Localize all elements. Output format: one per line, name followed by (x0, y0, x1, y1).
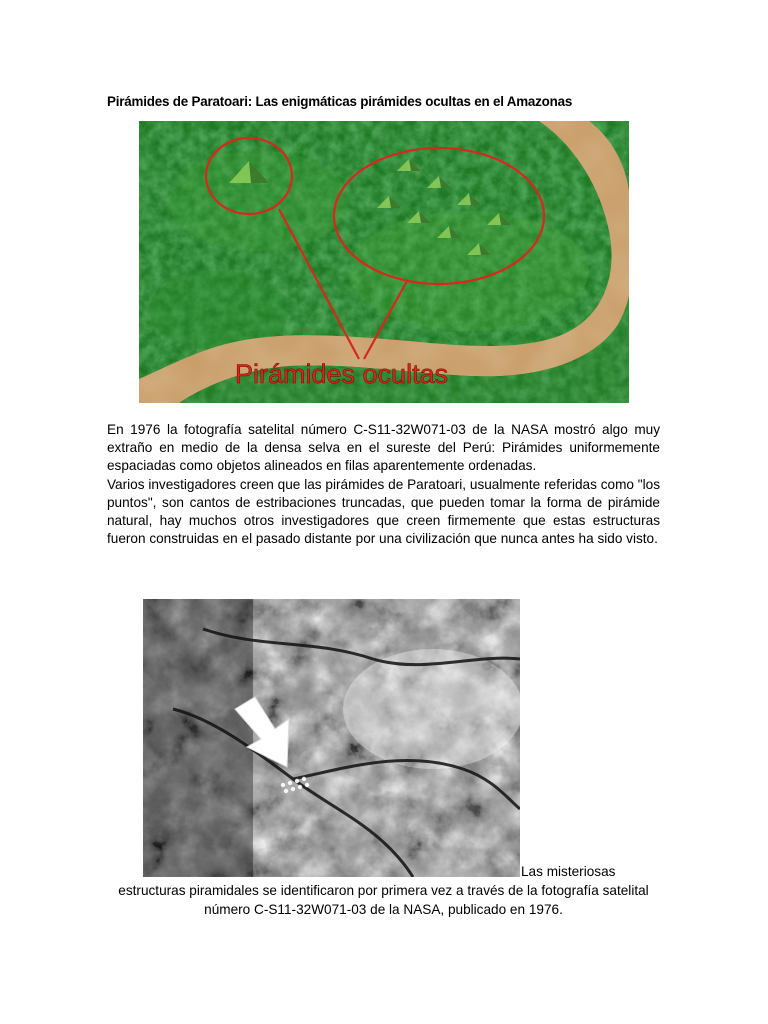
paragraph-1: En 1976 la fotografía satelital número C-S11-32W071-03 de la NASA mostró algo muy extraño en medio de la densa selva en el sureste del Perú: Pirámides uniformemente espaciadas como objetos alineados en filas aparentemente ordenadas. (107, 422, 660, 474)
page-title: Pirámides de Paratoari: Las enigmáticas pirámides ocultas en el Amazonas (107, 94, 573, 109)
satellite-photo (143, 599, 520, 877)
aerial-photo-pyramids (139, 121, 629, 403)
caption-start: Las misteriosas (521, 864, 616, 879)
overlay-label: Pirámides ocultas (235, 359, 449, 389)
caption-text: estructuras piramidales se identificaron por primera vez a través de la fotografía satelital número C-S11-32W071-03 de la NASA, publicado en 1976. (118, 883, 649, 917)
paragraph-2: Varios investigadores creen que las pirámides de Paratoari, usualmente referidas como "los puntos", son cantos de estribaciones truncadas, que pueden tomar la forma de pirámide natural, hay muchos otros investigadores que creen firmemente que estas estructuras fueron construidas en el pasado distante por una civilización que nunca antes ha sido visto. (107, 476, 660, 547)
body-text (107, 421, 660, 548)
